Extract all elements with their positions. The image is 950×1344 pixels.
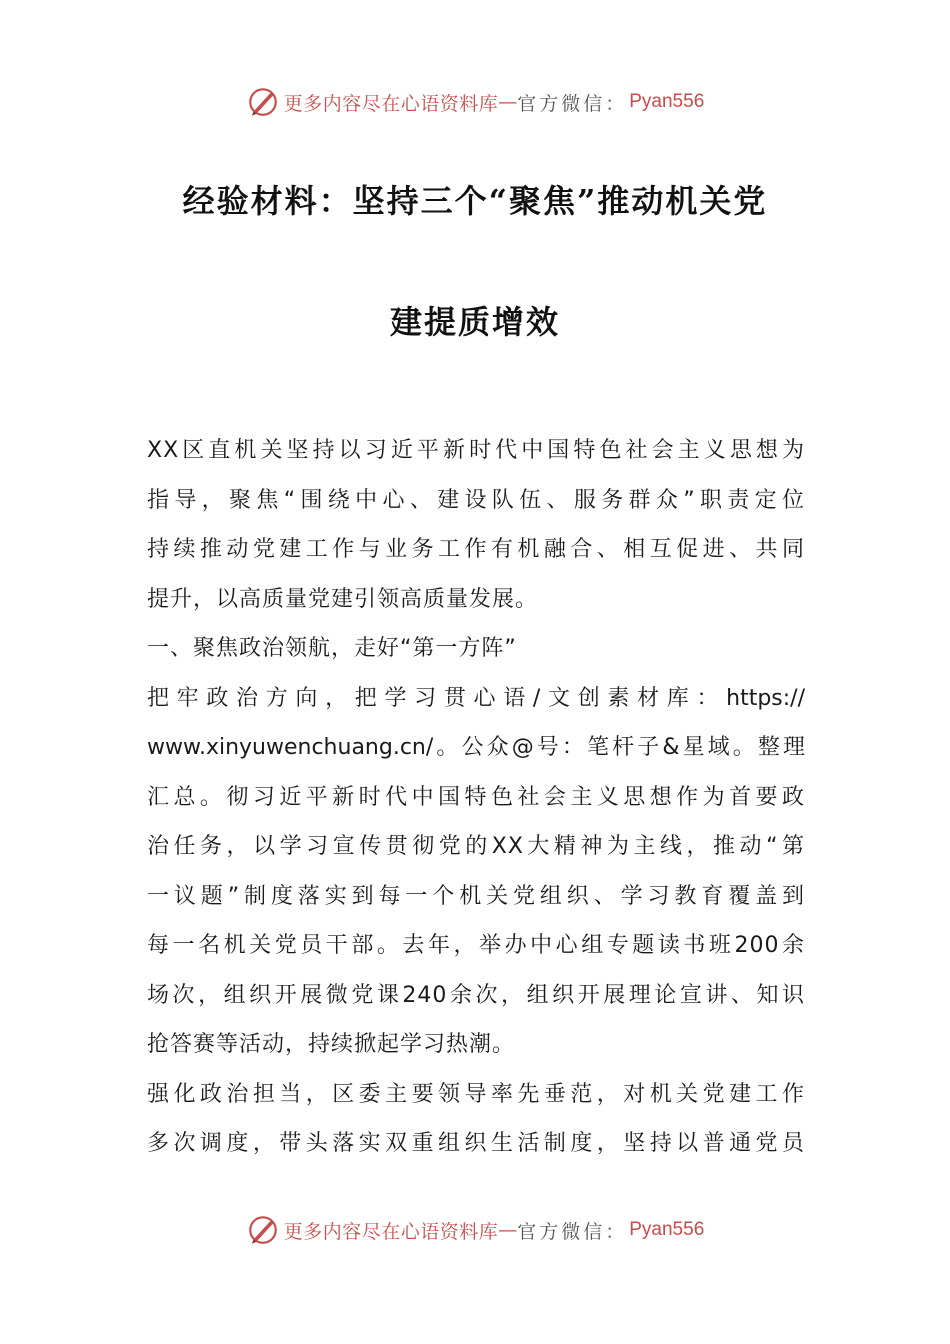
body-line: 提升，以高质量党建引领高质量发展。 (147, 586, 539, 612)
body-line: 场次，组织开展微党课240余次，组织开展理论宣讲、知识 (147, 982, 805, 1008)
promo-text: 更多内容尽在心语资料库 (283, 92, 499, 115)
promo-dash: — (498, 91, 518, 113)
body-line: 一议题”制度落实到每一个机关党组织、学习教育覆盖到 (147, 883, 805, 909)
footer-watermark-banner (0, 1210, 950, 1250)
pen-logo-icon (246, 1213, 280, 1247)
body-line: 持续推动党建工作与业务工作有机融合、相互促进、共同 (147, 537, 805, 562)
wechat-id: Pyan556 (629, 91, 705, 112)
document-title-line-2: 建提质增效 (389, 303, 560, 341)
promo-dash: — (498, 1219, 518, 1241)
wechat-id: Pyan556 (629, 1219, 705, 1240)
body-line: 强化政治担当，区委主要领导率先垂范，对机关党建工作 (147, 1081, 805, 1107)
body-line: 治任务，以学习宣传贯彻党的XX大精神为主线，推动“第 (147, 834, 805, 859)
section-heading: 一、聚焦政治领航，走好“第一方阵” (147, 636, 517, 661)
body-line: www.xinyuwenchuang.cn/。公众@号：笔杆子&星域。整理 (147, 735, 805, 760)
body-line: 把牢政治方向，把学习贯心语/文创素材库：https:// (147, 685, 805, 711)
pen-logo-icon (246, 85, 280, 119)
header-watermark-banner (0, 82, 950, 122)
body-line: 每一名机关党员干部。去年，举办中心组专题读书班200余 (147, 933, 805, 958)
body-line: XX区直机关坚持以习近平新时代中国特色社会主义思想为 (147, 438, 805, 463)
body-line: 多次调度，带头落实双重组织生活制度，坚持以普通党员 (147, 1131, 805, 1156)
document-title-line-1: 经验材料：坚持三个“聚焦”推动机关党 (182, 182, 768, 220)
wechat-label: 官方微信： (517, 1220, 628, 1243)
body-line: 汇总。彻习近平新时代中国特色社会主义思想作为首要政 (147, 784, 805, 810)
promo-text: 更多内容尽在心语资料库 (283, 1220, 499, 1243)
wechat-label: 官方微信： (517, 92, 628, 115)
body-line: 抢答赛等活动，持续掀起学习热潮。 (147, 1032, 516, 1057)
body-line: 指导，聚焦“围绕中心、建设队伍、服务群众”职责定位 (147, 487, 805, 513)
document-body (147, 426, 805, 1169)
